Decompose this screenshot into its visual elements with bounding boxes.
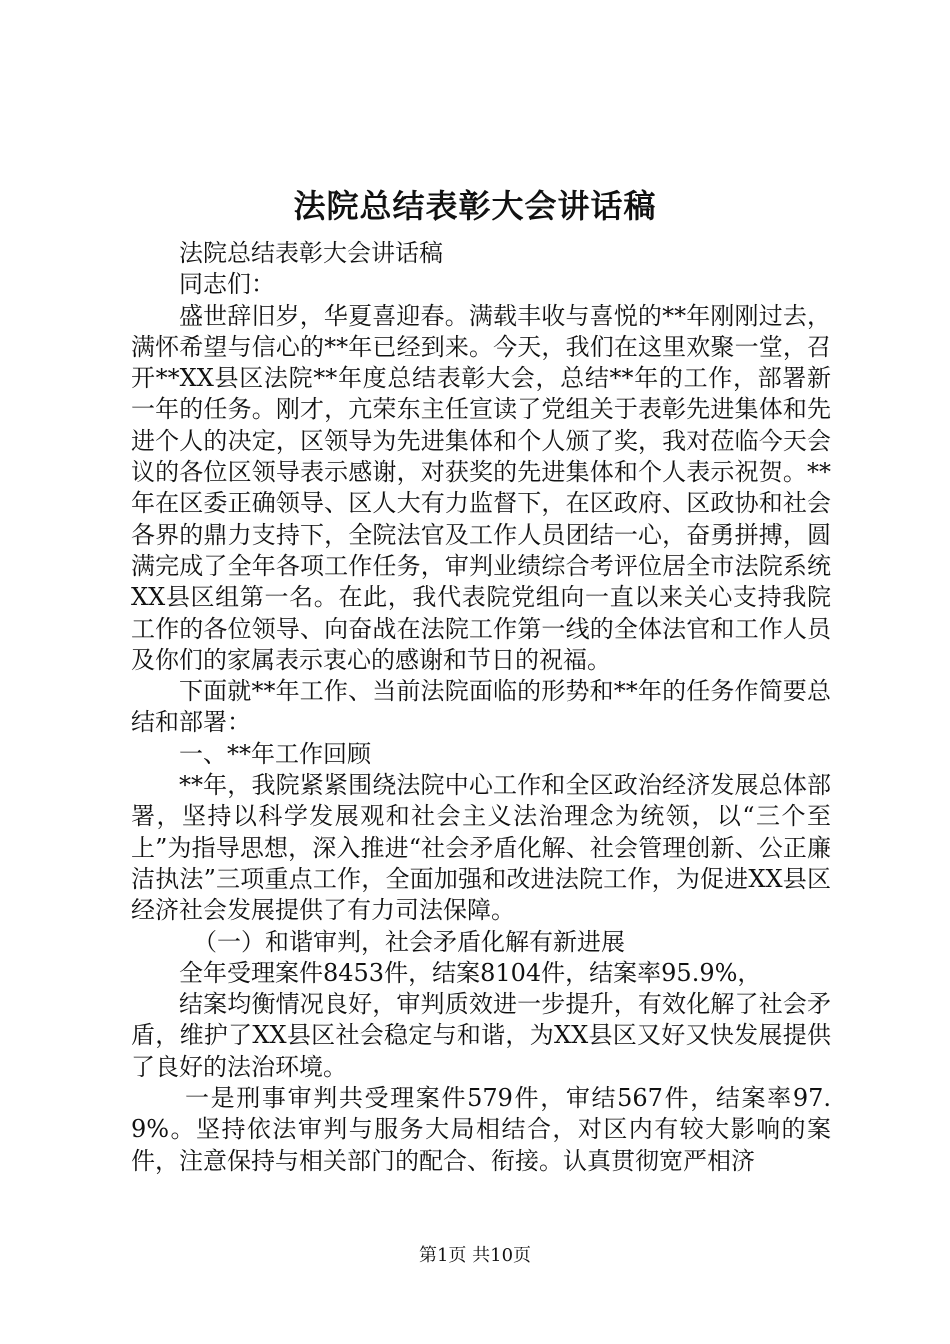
paragraph-review: **年，我院紧紧围绕法院中心工作和全区政治经济发展总体部署，坚持以科学发展观和社会主义法治理念为统领，以“三个至上”为指导思想，深入推进“社会矛盾化解、社会管理创新、公正廉洁执法”三项重点工作，全面加强和改进法院工作，为促进XX县区经济社会发展提供了有力司法保障。 — [131, 771, 831, 925]
paragraph-salutation: 同志们： — [179, 270, 275, 299]
section-heading-review: 一、**年工作回顾 — [179, 739, 371, 768]
document-title: 法院总结表彰大会讲话稿 — [293, 187, 657, 225]
paragraph-case-balance: 结案均衡情况良好，审判质效进一步提升，有效化解了社会矛盾，维护了XX县区社会稳定与和谐，为XX县区又好又快发展提供了良好的法治环境。 — [131, 990, 831, 1081]
paragraph-repeated-title: 法院总结表彰大会讲话稿 — [179, 239, 443, 267]
document-body — [131, 238, 831, 1177]
paragraph-opening: 盛世辞旧岁，华夏喜迎春。满载丰收与喜悦的**年刚刚过去，满怀希望与信心的**年已经到来。今天，我们在这里欢聚一堂，召开**XX县区法院**年度总结表彰大会，总结**年的工作，部署新一年的任务。刚才，亢荣东主任宣读了党组关于表彰先进集体和先进个人的决定，区领导为先进集体和个人颁了奖，我对莅临今天会议的各位区领导表示感谢，对获奖的先进集体和个人表示祝贺。**年在区委正确领导、区人大有力监督下，在区政府、区政协和社会各界的鼎力支持下，全院法官及工作人员团结一心，奋勇拼搏，圆满完成了全年各项工作任务，审判业绩综合考评位居全市法院系统XX县区组第一名。在此，我代表院党组向一直以来关心支持我院工作的各位领导、向奋战在法院工作第一线的全体法官和工作人员及你们的家属表示衷心的感谢和节日的祝福。 — [131, 301, 831, 674]
page-footer: 第1页 共10页 — [418, 1245, 532, 1266]
subsection-heading-harmony: （一）和谐审判，社会矛盾化解有新进展 — [193, 927, 625, 956]
paragraph-case-stats: 全年受理案件8453件，结案8104件，结案率95.9%， — [179, 958, 762, 987]
paragraph-intro-summary: 下面就**年工作、当前法院面临的形势和**年的任务作简要总结和部署： — [131, 677, 831, 737]
paragraph-criminal-trial: 一是刑事审判共受理案件579件，审结567件，结案率97.9%。坚持依法审判与服务大局相结合，对区内有较大影响的案件，注意保持与相关部门的配合、衔接。认真贯彻宽严相济 — [131, 1084, 831, 1175]
